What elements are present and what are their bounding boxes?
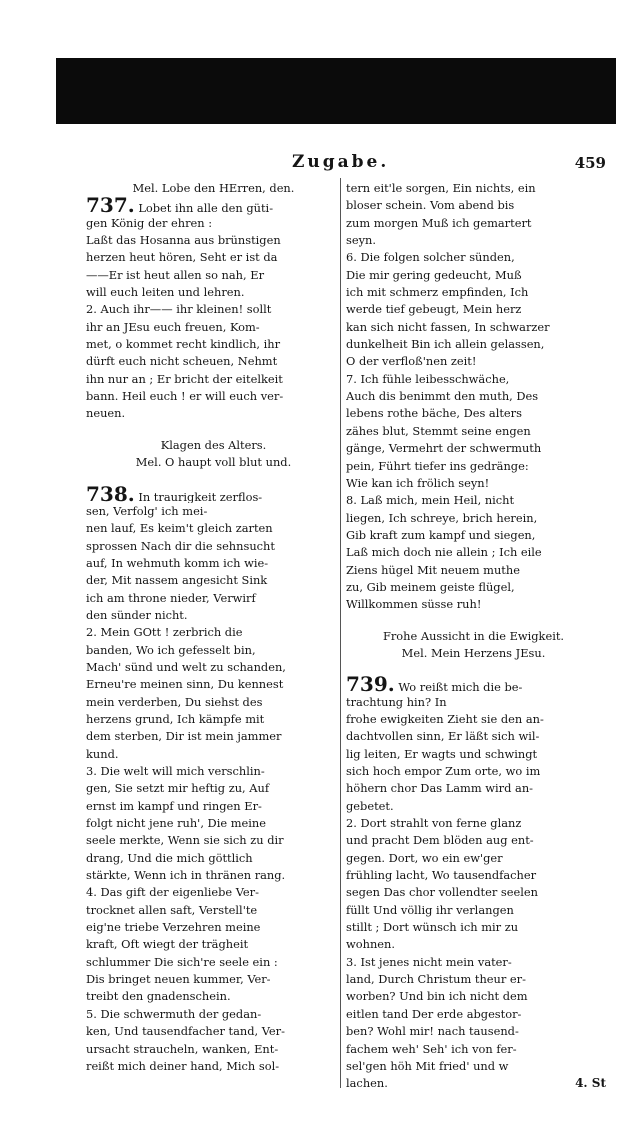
line-text: 8. Laß mich, mein Heil, nicht xyxy=(346,493,515,508)
line-text: pein, Führt tiefer ins gedränge: xyxy=(346,458,529,473)
left-column-line xyxy=(86,215,341,232)
left-column-line xyxy=(86,988,341,1005)
right-column-line xyxy=(346,336,601,353)
line-text: sel'gen höh Mit fried' und w xyxy=(346,1058,509,1073)
right-column-line xyxy=(346,284,601,301)
column-divider xyxy=(340,178,341,1088)
right-column-line xyxy=(346,197,601,214)
line-text: sprossen Nach dir die sehnsucht xyxy=(86,538,275,553)
right-column-line xyxy=(346,267,601,284)
right-column-line xyxy=(346,215,601,232)
line-text: 3. Die welt will mich verschlin- xyxy=(86,764,265,778)
left-column-line xyxy=(86,1041,341,1058)
left-column-line xyxy=(86,319,341,336)
line-text: ken, Und tausendfacher tand, Ver- xyxy=(86,1024,285,1039)
line-text: werde tief gebeugt, Mein herz xyxy=(346,302,522,317)
right-column-line xyxy=(346,971,601,988)
line-text: Wo reißt mich die be- xyxy=(394,680,523,694)
line-text: mein verderben, Du siehst des xyxy=(86,694,263,709)
line-text: Lobet ihn alle den güti- xyxy=(134,201,274,215)
line-text: ihn nur an ; Er bricht der eitelkeit xyxy=(86,371,283,386)
running-title: Zugabe. xyxy=(292,152,390,172)
line-text: Dis bringet neuen kummer, Ver- xyxy=(86,972,271,987)
line-text: ursacht straucheln, wanken, Ent- xyxy=(86,1041,279,1056)
left-column-line xyxy=(86,405,341,422)
line-text: lebens rothe bäche, Des alters xyxy=(346,406,522,421)
line-text: dürft euch nicht scheuen, Nehmt xyxy=(86,354,278,369)
right-column-line xyxy=(346,763,601,780)
line-text: Mel. Mein Herzens JEsu. xyxy=(401,645,546,660)
left-column-line xyxy=(86,590,341,607)
line-text: drang, Und die mich göttlich xyxy=(86,850,253,865)
line-text: seele merkte, Wenn sie sich zu dir xyxy=(86,833,284,848)
line-text: gebetet. xyxy=(346,798,394,813)
line-text: segen Das chor vollendter seelen xyxy=(346,885,538,900)
line-text: ich am throne nieder, Verwirf xyxy=(86,590,256,605)
line-text: folgt nicht jene ruh', Die meine xyxy=(86,816,266,831)
right-column-line xyxy=(346,1075,601,1092)
line-text: auf, In wehmuth komm ich wie- xyxy=(86,555,269,570)
hymn-number: 738. xyxy=(86,485,135,503)
page-number: 459 xyxy=(574,154,606,172)
hymn-number: 737. xyxy=(86,197,135,215)
right-column-line xyxy=(346,884,601,901)
left-column-line xyxy=(86,572,341,589)
line-text: 4. Das gift der eigenliebe Ver- xyxy=(86,885,259,900)
line-text: schlummer Die sich're seele ein : xyxy=(86,954,278,969)
right-column-line xyxy=(346,798,601,815)
right-column xyxy=(346,180,601,1091)
line-text: ben? Wohl mir! nach tausend- xyxy=(346,1024,519,1039)
right-column-line xyxy=(346,780,601,797)
left-column-line xyxy=(86,676,341,693)
line-text: met, o kommet recht kindlich, ihr xyxy=(86,337,281,352)
line-text: Auch dis benimmt den muth, Des xyxy=(346,389,539,404)
line-text: sich hoch empor Zum orte, wo im xyxy=(346,764,541,778)
line-text: kraft, Oft wiegt der trägheit xyxy=(86,937,249,952)
left-column-line xyxy=(86,867,341,884)
right-column-line xyxy=(346,694,601,711)
line-text: gen, Sie setzt mir heftig zu, Auf xyxy=(86,781,270,796)
line-text: den sünder nicht. xyxy=(86,607,188,622)
line-text: dunkelheit Bin ich allein gelassen, xyxy=(346,337,545,352)
right-column-line xyxy=(346,423,601,440)
right-column-line xyxy=(346,728,601,745)
line-text: eitlen tand Der erde abgestor- xyxy=(346,1006,522,1021)
right-column-line xyxy=(346,954,601,971)
line-text: O der verfloß'nen zeit! xyxy=(346,354,477,369)
right-column-line xyxy=(346,676,601,693)
left-column-line xyxy=(86,954,341,971)
left-column-line xyxy=(86,711,341,728)
right-column-line xyxy=(346,544,601,561)
left-column-line xyxy=(86,624,341,641)
right-column-line xyxy=(346,596,601,613)
right-column-line xyxy=(346,492,601,509)
line-text: Laß mich doch nie allein ; Ich eile xyxy=(346,545,542,560)
line-text: Erneu're meinen sinn, Du kennest xyxy=(86,677,284,692)
line-text: kund. xyxy=(86,746,119,761)
line-text: seyn. xyxy=(346,233,376,248)
left-column-line xyxy=(86,607,341,624)
left-column-line xyxy=(86,798,341,815)
left-column-line xyxy=(86,197,341,214)
line-text: Ziens hügel Mit neuem muthe xyxy=(346,562,520,577)
right-column-line xyxy=(346,353,601,370)
right-column-line xyxy=(346,562,601,579)
left-column-line xyxy=(86,267,341,284)
right-column-line xyxy=(346,1023,601,1040)
line-text: neuen. xyxy=(86,406,126,421)
right-column-line xyxy=(346,249,601,266)
line-text: banden, Wo ich gefesselt bin, xyxy=(86,642,256,657)
line-text: frühling lacht, Wo tausendfacher xyxy=(346,868,537,883)
scan-black-bar xyxy=(56,58,616,124)
line-text: Die mir gering gedeucht, Muß xyxy=(346,267,522,282)
line-text: 7. Ich fühle leibesschwäche, xyxy=(346,371,510,386)
left-column-line xyxy=(86,353,341,370)
line-text: Wie kan ich frölich seyn! xyxy=(346,475,490,490)
left-column-line xyxy=(86,1006,341,1023)
line-text: tern eit'le sorgen, Ein nichts, ein xyxy=(346,181,536,195)
left-column-line xyxy=(86,919,341,936)
right-column-line xyxy=(346,527,601,544)
line-text: Mach' sünd und welt zu schanden, xyxy=(86,659,286,674)
left-column-line xyxy=(86,388,341,405)
right-column-line xyxy=(346,440,601,457)
line-text: gegen. Dort, wo ein ew'ger xyxy=(346,850,503,865)
line-text: treibt den gnadenschein. xyxy=(86,989,231,1004)
right-column-line xyxy=(346,405,601,422)
right-column-line xyxy=(346,662,601,676)
right-column-line xyxy=(346,919,601,936)
right-column-line xyxy=(346,180,601,197)
right-column-line xyxy=(346,832,601,849)
right-column-line xyxy=(346,1058,601,1075)
hymn-number: 739. xyxy=(346,676,395,694)
right-column-line xyxy=(346,319,601,336)
line-text: frohe ewigkeiten Zieht sie den an- xyxy=(346,711,544,726)
left-column-line xyxy=(86,728,341,745)
right-column-line xyxy=(346,746,601,763)
line-text: Laßt das Hosanna aus brünstigen xyxy=(86,233,281,248)
line-text: lachen. xyxy=(346,1076,388,1091)
line-text: reißt mich deiner hand, Mich sol- xyxy=(86,1058,280,1073)
line-text: stillt ; Dort wünsch ich mir zu xyxy=(346,920,519,935)
left-column-line xyxy=(86,884,341,901)
line-text: Klagen des Alters. xyxy=(160,437,267,452)
line-text: Mel. Lobe den HErren, den. xyxy=(132,181,295,195)
right-column-line xyxy=(346,902,601,919)
line-text: lig leiten, Er wagts und schwingt xyxy=(346,746,538,761)
line-text: bann. Heil euch ! er will euch ver- xyxy=(86,389,284,404)
line-text: stärkte, Wenn ich in thränen rang. xyxy=(86,868,286,883)
left-column-line xyxy=(86,832,341,849)
line-text: und pracht Dem blöden aug ent- xyxy=(346,833,534,848)
line-text: eig'ne triebe Verzehren meine xyxy=(86,920,261,935)
right-column-line xyxy=(346,1006,601,1023)
line-text: ernst im kampf und ringen Er- xyxy=(86,798,262,813)
line-text: zum morgen Muß ich gemartert xyxy=(346,215,532,230)
right-column-line xyxy=(346,815,601,832)
right-column-line xyxy=(346,645,601,662)
line-text: zähes blut, Stemmt seine engen xyxy=(346,423,531,438)
line-text: dem sterben, Dir ist mein jammer xyxy=(86,729,282,744)
line-text: kan sich nicht fassen, In schwarzer xyxy=(346,319,550,334)
right-column-line xyxy=(346,510,601,527)
right-column-line xyxy=(346,388,601,405)
right-column-line xyxy=(346,867,601,884)
line-text: 5. Die schwermuth der gedan- xyxy=(86,1006,262,1021)
right-column-line xyxy=(346,232,601,249)
left-column-line xyxy=(86,180,341,197)
left-column-line xyxy=(86,1058,341,1075)
line-text: fachem weh' Seh' ich von fer- xyxy=(346,1041,517,1056)
right-column-line xyxy=(346,579,601,596)
line-text: bloser schein. Vom abend bis xyxy=(346,198,515,213)
left-column-line xyxy=(86,437,341,454)
line-text: ihr an JEsu euch freuen, Kom- xyxy=(86,319,260,334)
line-text: trocknet allen saft, Verstell'te xyxy=(86,902,258,917)
left-column-line xyxy=(86,936,341,953)
left-column-line xyxy=(86,520,341,537)
line-text: herzens grund, Ich kämpfe mit xyxy=(86,711,265,726)
line-text: 2. Dort strahlt von ferne glanz xyxy=(346,816,522,831)
left-column-line xyxy=(86,902,341,919)
left-column-line xyxy=(86,249,341,266)
right-column-line xyxy=(346,614,601,628)
right-column-line xyxy=(346,301,601,318)
right-column-line xyxy=(346,711,601,728)
line-text: gänge, Vermehrt der schwermuth xyxy=(346,441,542,456)
left-column-line xyxy=(86,336,341,353)
line-text: gen König der ehren : xyxy=(86,215,213,230)
line-text: höhern chor Das Lamm wird an- xyxy=(346,781,534,796)
catchword: 4. St xyxy=(575,1076,606,1090)
right-column-line xyxy=(346,458,601,475)
left-column-line xyxy=(86,763,341,780)
line-text: land, Durch Christum theur er- xyxy=(346,972,526,987)
line-text: dachtvollen sinn, Er läßt sich wil- xyxy=(346,729,540,744)
line-text: liegen, Ich schreye, brich herein, xyxy=(346,510,538,525)
line-text: füllt Und völlig ihr verlangen xyxy=(346,902,514,917)
right-column-line xyxy=(346,371,601,388)
right-column-line xyxy=(346,988,601,1005)
line-text: Willkommen süsse ruh! xyxy=(346,597,482,612)
left-column-line xyxy=(86,454,341,471)
left-column xyxy=(86,180,341,1085)
line-text: trachtung hin? In xyxy=(346,694,447,709)
line-text: ——Er ist heut allen so nah, Er xyxy=(86,267,265,282)
line-text: zu, Gib meinem geiste flügel, xyxy=(346,579,515,594)
line-text: wohnen. xyxy=(346,937,395,952)
line-text: Mel. O haupt voll blut und. xyxy=(135,455,292,470)
line-text: der, Mit nassem angesicht Sink xyxy=(86,573,268,588)
left-column-line xyxy=(86,780,341,797)
left-column-line xyxy=(86,659,341,676)
left-column-line xyxy=(86,538,341,555)
right-column-line xyxy=(346,1041,601,1058)
line-text: herzen heut hören, Seht er ist da xyxy=(86,250,278,265)
line-text: ich mit schmerz empfinden, Ich xyxy=(346,285,529,300)
line-text: nen lauf, Es keim't gleich zarten xyxy=(86,521,273,536)
left-column-line xyxy=(86,284,341,301)
line-text: Frohe Aussicht in die Ewigkeit. xyxy=(382,628,565,643)
left-column-line xyxy=(86,232,341,249)
left-column-line xyxy=(86,694,341,711)
right-column-line xyxy=(346,936,601,953)
line-text: In traurigkeit zerflos- xyxy=(134,489,263,503)
line-text: will euch leiten und lehren. xyxy=(86,285,245,300)
line-text: 2. Mein GOtt ! zerbrich die xyxy=(86,625,243,640)
line-text: sen, Verfolg' ich mei- xyxy=(86,503,208,518)
running-head xyxy=(82,150,610,176)
left-column-line xyxy=(86,555,341,572)
line-text: worben? Und bin ich nicht dem xyxy=(346,989,528,1004)
line-text: 2. Auch ihr—— ihr kleinen! sollt xyxy=(86,302,272,317)
left-column-line xyxy=(86,423,341,437)
right-column-line xyxy=(346,628,601,645)
left-column-line xyxy=(86,503,341,520)
left-column-line xyxy=(86,642,341,659)
left-column-line xyxy=(86,746,341,763)
line-text: 3. Ist jenes nicht mein vater- xyxy=(346,954,512,969)
left-column-line xyxy=(86,371,341,388)
left-column-line xyxy=(86,815,341,832)
right-column-line xyxy=(346,475,601,492)
left-column-line xyxy=(86,850,341,867)
book-page xyxy=(82,150,610,1090)
left-column-line xyxy=(86,301,341,318)
left-column-line xyxy=(86,486,341,503)
line-text: 6. Die folgen solcher sünden, xyxy=(346,250,515,265)
left-column-line xyxy=(86,971,341,988)
left-column-line xyxy=(86,472,341,486)
left-column-line xyxy=(86,1023,341,1040)
right-column-line xyxy=(346,850,601,867)
line-text: Gib kraft zum kampf und siegen, xyxy=(346,527,536,542)
